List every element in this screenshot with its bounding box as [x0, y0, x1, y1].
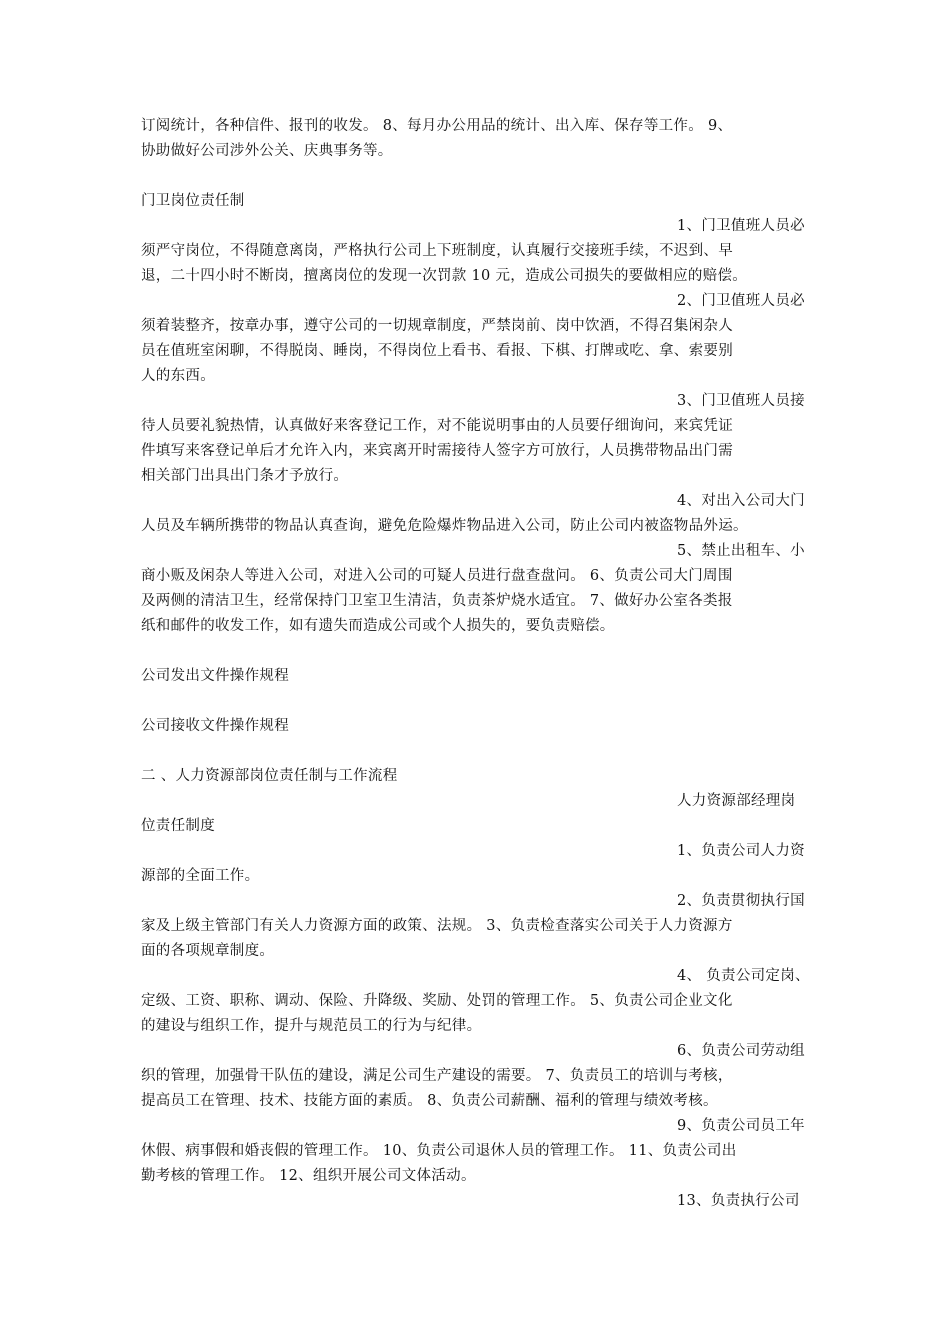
text-line: 源部的全面工作。	[141, 868, 260, 884]
blank-line	[141, 739, 813, 764]
text-line: 人员及车辆所携带的物品认真查询，避免危险爆炸物品进入公司，防止公司内被盗物品外运。	[141, 518, 748, 534]
text-line: 须着装整齐，按章办事，遵守公司的一切规章制度，严禁岗前、岗中饮酒，不得召集闲杂人	[141, 318, 733, 334]
text-line: 面的各项规章制度。	[141, 943, 275, 959]
section-heading: 二 、人力资源部岗位责任制与工作流程	[141, 768, 398, 784]
text-line: 相关部门出具出门条才予放行。	[141, 468, 349, 484]
document-page	[141, 114, 813, 1214]
text-line: 协助做好公司涉外公关、庆典事务等。	[141, 143, 393, 159]
text-line: 位责任制度	[141, 818, 215, 834]
text-line: 3、门卫值班人员接	[677, 393, 805, 409]
text-line: 退，二十四小时不断岗，擅离岗位的发现一次罚款 10 元，造成公司损失的要做相应的赔偿。	[141, 268, 748, 284]
text-line: 休假、病事假和婚丧假的管理工作。 10、负责公司退休人员的管理工作。 11、负责公司出	[141, 1143, 737, 1159]
text-line: 2、负责贯彻执行国	[677, 893, 805, 909]
blank-line	[141, 164, 813, 189]
blank-line	[141, 689, 813, 714]
blank-line	[141, 639, 813, 664]
text-line: 9、负责公司员工年	[677, 1118, 805, 1134]
text-line: 4、 负责公司定岗、	[677, 968, 810, 984]
text-line: 订阅统计，各种信件、报刊的收发。 8、每月办公用品的统计、出入库、保存等工作。 9、	[141, 118, 733, 134]
text-line: 4、对出入公司大门	[677, 493, 805, 509]
text-line: 定级、工资、职称、调动、保险、升降级、奖励、处罚的管理工作。 5、负责公司企业文化	[141, 993, 733, 1009]
text-line: 待人员要礼貌热情，认真做好来客登记工作，对不能说明事由的人员要仔细询问，来宾凭证	[141, 418, 733, 434]
text-line: 人力资源部经理岗	[677, 793, 796, 809]
text-line: 员在值班室闲聊，不得脱岗、睡岗，不得岗位上看书、看报、下棋、打牌或吃、拿、索要别	[141, 343, 733, 359]
text-line: 须严守岗位，不得随意离岗，严格执行公司上下班制度，认真履行交接班手续，不迟到、早	[141, 243, 733, 259]
text-line: 提高员工在管理、技术、技能方面的素质。 8、负责公司薪酬、福利的管理与绩效考核。	[141, 1093, 718, 1109]
section-heading: 公司发出文件操作规程	[141, 668, 289, 684]
text-line: 的建设与组织工作，提升与规范员工的行为与纪律。	[141, 1018, 482, 1034]
text-line: 织的管理，加强骨干队伍的建设，满足公司生产建设的需要。 7、负责员工的培训与考核，	[141, 1068, 733, 1084]
text-line: 商小贩及闲杂人等进入公司，对进入公司的可疑人员进行盘查盘问。 6、负责公司大门周围	[141, 568, 733, 584]
text-line: 人的东西。	[141, 368, 215, 384]
text-line: 纸和邮件的收发工作，如有遗失而造成公司或个人损失的，要负责赔偿。	[141, 618, 615, 634]
text-line: 件填写来客登记单后才允许入内，来宾离开时需接待人签字方可放行，人员携带物品出门需	[141, 443, 733, 459]
text-line: 6、负责公司劳动组	[677, 1043, 805, 1059]
text-line: 勤考核的管理工作。 12、组织开展公司文体活动。	[141, 1168, 476, 1184]
text-line: 家及上级主管部门有关人力资源方面的政策、法规。 3、负责检查落实公司关于人力资源方	[141, 918, 733, 934]
text-line: 2、门卫值班人员必	[677, 293, 805, 309]
text-line: 及两侧的清洁卫生，经常保持门卫室卫生清洁，负责茶炉烧水适宜。 7、做好办公室各类报	[141, 593, 733, 609]
text-line: 1、负责公司人力资	[677, 843, 805, 859]
text-line: 13、负责执行公司	[677, 1193, 800, 1209]
section-heading: 门卫岗位责任制	[141, 193, 245, 209]
text-line: 1、门卫值班人员必	[677, 218, 805, 234]
text-line: 5、禁止出租车、小	[677, 543, 805, 559]
section-heading: 公司接收文件操作规程	[141, 718, 289, 734]
